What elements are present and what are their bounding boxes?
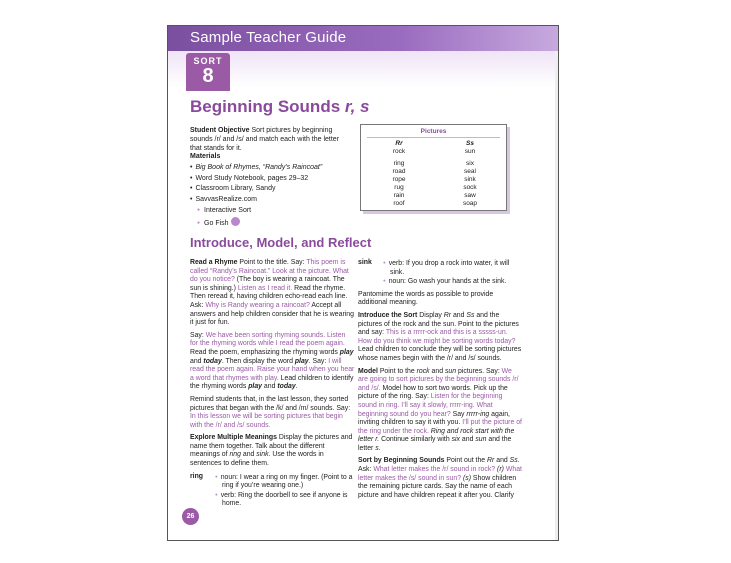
objective-label: Student Objective — [190, 127, 250, 134]
student-objective — [190, 126, 350, 153]
sort-by-sounds-paragraph: Sort by Beginning Sounds Point out the Rr and Ss. Ask: What letter makes the /r/ sound in rock? (r) What letter makes the /s/ sound in sun? (s) Show children the remaining picture cards. Say the name of each picture and have children repeat it after you. Clarify — [358, 457, 522, 499]
teacher-guide-page — [167, 25, 559, 541]
rhyming-paragraph: Say: We have been sorting rhyming sounds. Listen for the rhyming words while I read the poem again. Read the poem, emphasizing the rhyming words play and today. Then display the word play. Say: I will read the poem again. Raise your hand when you hear a word that rhymes with play. Lead children to identify the rhyming words play and today. — [190, 331, 355, 391]
pictures-divider — [367, 137, 500, 138]
key-picture: sun — [464, 148, 476, 155]
objective-text: Sort pictures by beginning sounds /r/ and /s/ and match each with the letter that stands for it. — [190, 127, 340, 152]
section-title: Introduce, Model, and Reflect — [190, 235, 372, 250]
material-item: • SavvasRealize.com — [190, 195, 360, 206]
read-a-rhyme-paragraph: Read a Rhyme Point to the title. Say: This poem is called “Randy’s Raincoat.” Look at the picture. What do you notice? (The boy is wearing a raincoat. The sun is shining.) Listen as I read it. Read the rhyme. Then reread it, having children echo-read each line. Ask: Why is Randy wearing a raincoat? Accept all answers and help children consider that he is wearing it just for fun. — [190, 259, 354, 327]
pantomime-paragraph: Pantomime the words as possible to provide additional meaning. — [358, 290, 494, 307]
remind-paragraph: Remind students that, in the last lesson, they sorted pictures that began with the /k/ and /m/ sounds. Say: In this lesson we will be sorting pictures that begin with the /r/ and /s/ sounds. — [190, 395, 351, 429]
picture-word: ring — [393, 160, 405, 167]
lesson-title-main: Beginning Sounds — [190, 97, 345, 116]
picture-word: seal — [464, 168, 476, 175]
sort-number: 8 — [202, 65, 214, 87]
picture-word: roof — [393, 200, 405, 207]
header-title: Sample Teacher Guide — [190, 29, 347, 46]
sink-definitions — [358, 259, 523, 287]
ring-definitions — [190, 473, 355, 509]
picture-word: sink — [464, 176, 476, 183]
material-subitem-go-fish: ● Go Fish — [190, 217, 360, 230]
page-number: 26 — [182, 508, 199, 525]
picture-word: road — [392, 168, 406, 175]
definition-term: ring — [190, 472, 204, 480]
model-paragraph: Model Point to the rock and sun pictures. Say: We are going to sort pictures by the beginning sounds /r/ and /s/. Model how to sort two words. Pick up the picture of the ring. Say: Listen for the beginning sound in ring. I’ll say it slowly, rrrrr-ing. What beginning sound do you hear? Say rrrrr-ing again, inviting children to say it with you. I’ll put the picture of the ring under the rock. Ring and rock start with the letter r. Continue similarly with six and sun and the letter s. — [358, 367, 522, 452]
right-column — [358, 259, 523, 504]
introduce-sort-paragraph: Introduce the Sort Display Rr and Ss and the pictures of the rock and the sun. Point to the pictures and say: This is a rrrrr-ock and this is a sssss-un. How do you think we might be sorting words today? Lead children to conclude they will be sorting pictures whose names begin with the /r/ and /s/ sounds. — [358, 311, 522, 362]
definition: ● noun: Go wash your hands at the sink. — [383, 277, 523, 287]
material-item: • Word Study Notebook, pages 29–32 — [190, 174, 360, 185]
multiple-meanings-paragraph: Explore Multiple Meanings Display the pictures and name them together. Talk about the different meanings of ring and sink. Use the words in sentences to define them. — [190, 434, 353, 468]
pictures-box — [360, 124, 507, 211]
definition: ● noun: I wear a ring on my finger. (Point to a ring if you’re wearing one.) — [215, 473, 355, 491]
picture-word: saw — [464, 192, 476, 199]
game-icon — [231, 217, 240, 226]
definition-term: sink — [358, 259, 372, 266]
lesson-title-letters: r, s — [344, 97, 370, 116]
material-item: • Big Book of Rhymes, “Randy’s Raincoat” — [190, 163, 360, 174]
picture-word: soap — [462, 200, 478, 207]
material-item: • Classroom Library, Sandy — [190, 184, 360, 195]
definition: ● verb: Ring the doorbell to see if anyone is home. — [215, 491, 355, 509]
left-column — [190, 259, 355, 513]
picture-word: rug — [394, 184, 404, 191]
materials-list — [190, 163, 360, 229]
picture-word: sock — [463, 184, 477, 191]
page-edge-shade — [555, 51, 558, 541]
sort-badge — [186, 53, 230, 91]
lesson-title — [190, 97, 369, 117]
pictures-column-s — [450, 140, 490, 208]
picture-word: six — [466, 160, 474, 167]
materials-heading: Materials — [190, 153, 221, 160]
pictures-title: Pictures — [420, 128, 447, 135]
column-head: Rr — [395, 140, 403, 147]
key-picture: rock — [392, 148, 406, 155]
picture-word: rain — [393, 192, 405, 199]
definition: ● verb: If you drop a rock into water, it will sink. — [383, 259, 523, 277]
sort-label: SORT — [193, 56, 223, 66]
picture-word: rope — [392, 176, 406, 183]
pictures-column-r — [379, 140, 419, 208]
material-subitem: ● Interactive Sort — [190, 205, 360, 217]
column-head: Ss — [466, 140, 474, 147]
